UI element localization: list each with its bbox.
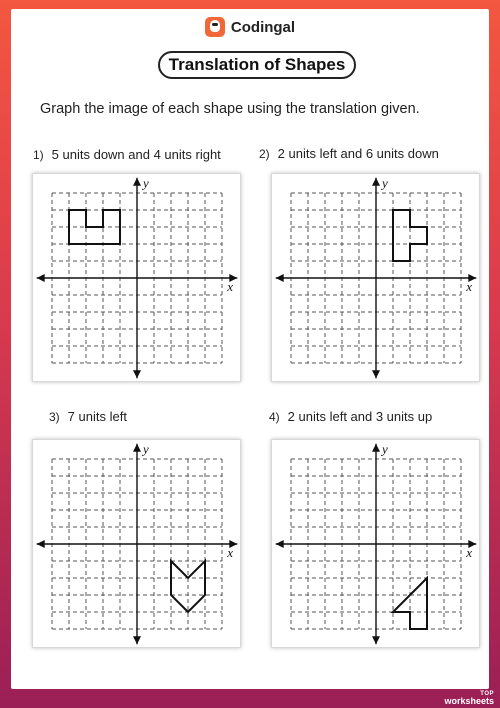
- y-axis-arrow-down-icon: [372, 636, 380, 644]
- x-axis-arrow-left-icon: [37, 274, 45, 282]
- penguin-logo-icon: [205, 17, 225, 37]
- x-axis-label: x: [227, 545, 234, 560]
- problem-4-number: 4): [269, 410, 280, 424]
- y-axis-arrow-up-icon: [372, 178, 380, 186]
- x-axis-arrow-left-icon: [37, 540, 45, 548]
- x-axis-arrow-left-icon: [276, 274, 284, 282]
- footer-top-text: TOP: [480, 691, 494, 697]
- grid-2-svg: [272, 174, 479, 381]
- coordinate-grid-1[interactable]: [32, 173, 241, 382]
- problem-1-text: 5 units down and 4 units right: [51, 147, 221, 162]
- footer-brand-text: worksheets: [444, 696, 494, 706]
- y-axis-arrow-up-icon: [133, 178, 141, 186]
- y-axis-arrow-down-icon: [133, 370, 141, 378]
- problem-1-number: 1): [33, 148, 44, 162]
- coordinate-grid-2[interactable]: [271, 173, 480, 382]
- problem-2-text: 2 units left and 6 units down: [277, 146, 439, 161]
- y-axis-label: y: [143, 175, 149, 191]
- worksheet-title: Translation of Shapes: [158, 51, 356, 79]
- grid-4-svg: [272, 440, 479, 647]
- problem-3-label: [49, 409, 127, 424]
- topworksheets-logo: [444, 691, 494, 706]
- grid-1-svg: [33, 174, 240, 381]
- problem-2-label: [259, 146, 439, 161]
- problem-3-number: 3): [49, 410, 60, 424]
- y-axis-arrow-down-icon: [372, 370, 380, 378]
- coordinate-grid-3[interactable]: [32, 439, 241, 648]
- y-axis-label: y: [143, 441, 149, 457]
- y-axis-arrow-up-icon: [372, 444, 380, 452]
- y-axis-arrow-up-icon: [133, 444, 141, 452]
- problem-4-label: [269, 409, 432, 424]
- grid-3-svg: [33, 440, 240, 647]
- coordinate-grid-4[interactable]: [271, 439, 480, 648]
- brand-name: Codingal: [230, 18, 296, 36]
- problem-1-label: [33, 147, 221, 162]
- x-axis-label: x: [466, 545, 473, 560]
- x-axis-label: x: [466, 279, 473, 294]
- x-axis-label: x: [227, 279, 234, 294]
- instructions: Graph the image of each shape using the translation given.: [40, 101, 420, 117]
- y-axis-label: y: [382, 441, 388, 457]
- worksheet-page: [11, 9, 489, 689]
- x-axis-arrow-left-icon: [276, 540, 284, 548]
- brand-header: [11, 17, 489, 37]
- problem-2-number: 2): [259, 147, 270, 161]
- y-axis-arrow-down-icon: [133, 636, 141, 644]
- problem-3-text: 7 units left: [67, 409, 127, 424]
- y-axis-label: y: [382, 175, 388, 191]
- problem-4-text: 2 units left and 3 units up: [287, 409, 433, 424]
